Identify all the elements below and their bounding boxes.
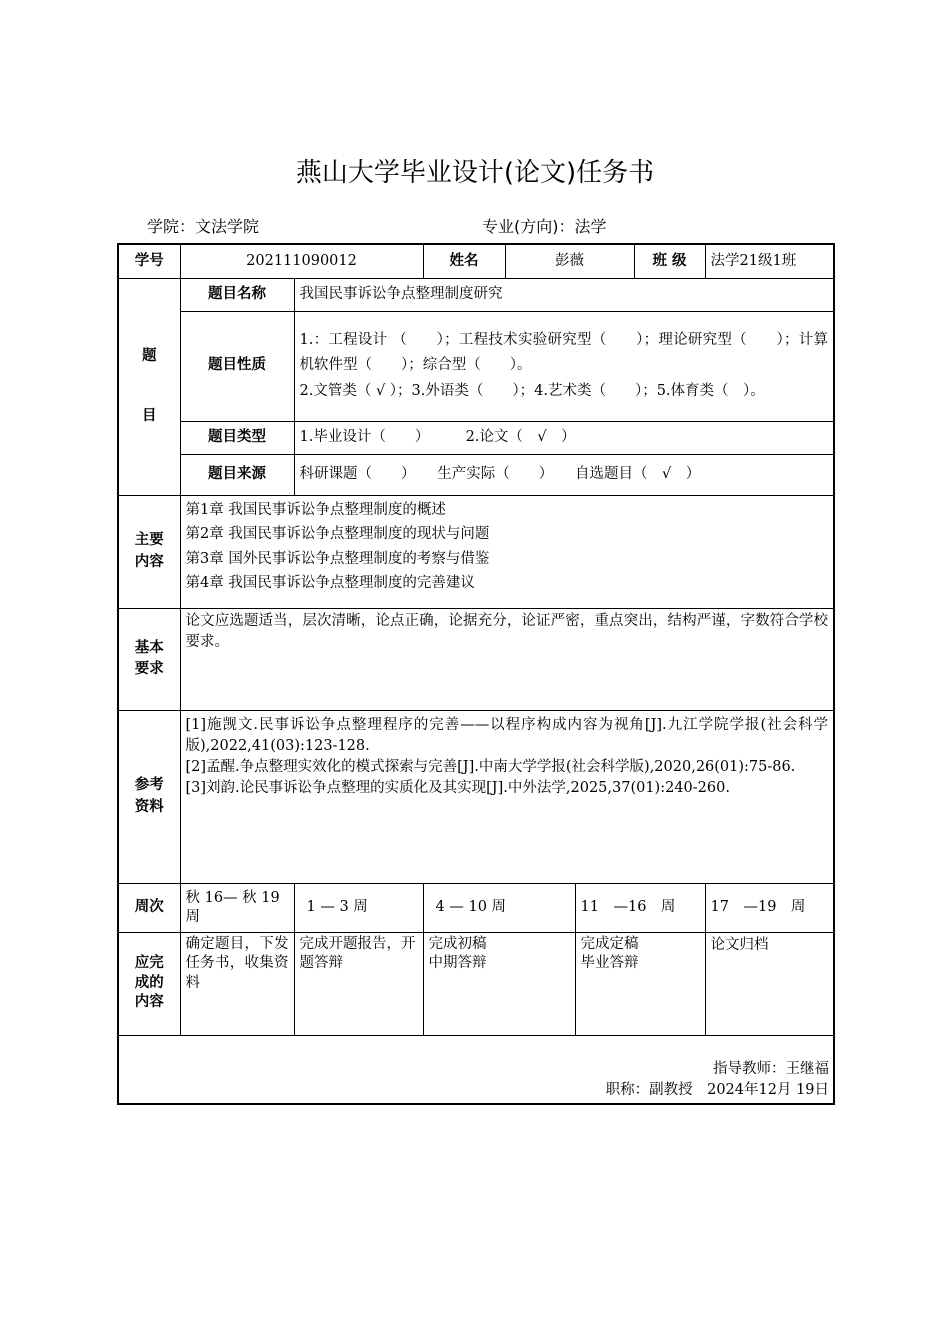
requirements-text: 论文应选题适当，层次清晰，论点正确，论据充分，论证严密，重点突出，结构严谨，字数符合学校要求。 — [180, 608, 834, 710]
tasks-label-1: 应完 — [134, 955, 164, 972]
topic-type-value: 1.毕业设计（ ） 2.论文（ √ ） — [294, 421, 834, 454]
reference-item: [2]孟醒.争点整理实效化的模式探索与完善[J].中南大学学报(社会科学版),2020,26(01):75-86. — [185, 758, 796, 775]
main-content-label-2: 内容 — [134, 553, 164, 570]
signature-block — [118, 1035, 834, 1104]
advisor-signature: 指导教师：王继福 — [713, 1061, 830, 1078]
topic-source-value: 科研课题（ ） 生产实际（ ） 自选题目（ √ ） — [294, 454, 834, 495]
topic-side-label — [118, 278, 180, 495]
task-item: 确定题目，下发任务书，收集资料 — [180, 932, 294, 1035]
college-field: 学院：文法学院 — [147, 217, 260, 236]
main-content-label — [118, 495, 180, 608]
chapter-item: 第2章 我国民事诉讼争点整理制度的现状与问题 — [185, 526, 490, 543]
chapter-item: 第1章 我国民事诉讼争点整理制度的概述 — [185, 501, 446, 518]
page-title: 燕山大学毕业设计(论文)任务书 — [295, 158, 655, 188]
task-item: 完成定稿 毕业答辩 — [575, 932, 705, 1035]
student-id-value: 202111090012 — [180, 244, 423, 278]
chapter-item: 第3章 国外民事诉讼争点整理制度的考察与借鉴 — [185, 550, 490, 567]
topic-side-label-2: 目 — [142, 407, 157, 424]
chapter-item: 第4章 我国民事诉讼争点整理制度的完善建议 — [185, 575, 475, 592]
week-period: 1 — 3 周 — [294, 883, 423, 932]
task-item: 论文归档 — [705, 932, 834, 1035]
week-period: 4 — 10 周 — [423, 883, 575, 932]
task-form-table — [117, 243, 835, 1105]
student-id-label: 学号 — [118, 244, 180, 278]
requirements-label-2: 要求 — [134, 661, 164, 677]
advisor-title-date: 职称：副教授 2024年12月 19日 — [605, 1081, 830, 1098]
references-label — [118, 710, 180, 883]
task-item: 完成初稿 中期答辩 — [423, 932, 575, 1035]
references-label-2: 资料 — [134, 798, 164, 815]
weeks-label: 周次 — [118, 883, 180, 932]
tasks-label-2: 成的 — [134, 974, 164, 991]
requirements-label-1: 基本 — [134, 639, 164, 656]
chapter-list — [180, 495, 834, 608]
reference-item: [1]施觊文.民事诉讼争点整理程序的完善——以程序构成内容为视角[J].九江学院学报(社会科学版),2022,41(03):123-128. — [185, 716, 829, 754]
major-field: 专业(方向)：法学 — [482, 217, 607, 236]
topic-name-value: 我国民事诉讼争点整理制度研究 — [294, 278, 834, 311]
tasks-label — [118, 932, 180, 1035]
topic-source-label: 题目来源 — [180, 454, 294, 495]
topic-name-label: 题目名称 — [180, 278, 294, 311]
topic-nature-line-2: 2.文管类（ √ ）；3.外语类（ ）；4.艺术类（ ）；5.体育类（ ）。 — [299, 382, 765, 399]
reference-item: [3]刘韵.论民事诉讼争点整理的实质化及其实现[J].中外法学,2025,37(01):240-260. — [185, 779, 730, 796]
week-period: 秋 16— 秋 19 周 — [180, 883, 294, 932]
requirements-label — [118, 608, 180, 710]
name-value: 彭薇 — [505, 244, 634, 278]
topic-nature-value — [294, 311, 834, 421]
topic-nature-label: 题目性质 — [180, 311, 294, 421]
references-label-1: 参考 — [134, 777, 164, 794]
week-period: 11 —16 周 — [575, 883, 705, 932]
tasks-label-3: 内容 — [134, 994, 164, 1011]
task-item: 完成开题报告，开题答辩 — [294, 932, 423, 1035]
week-period: 17 —19 周 — [705, 883, 834, 932]
topic-nature-line-1: 1.：工程设计 （ ）；工程技术实验研究型（ ）；理论研究型（ ）；计算机软件型（ ）；综合型（ ）。 — [299, 331, 829, 374]
topic-side-label-1: 题 — [142, 348, 157, 365]
class-value: 法学21级1班 — [705, 244, 834, 278]
name-label: 姓名 — [423, 244, 505, 278]
main-content-label-1: 主要 — [134, 532, 164, 549]
reference-list — [180, 710, 834, 883]
class-label: 班 级 — [634, 244, 705, 278]
topic-type-label: 题目类型 — [180, 421, 294, 454]
